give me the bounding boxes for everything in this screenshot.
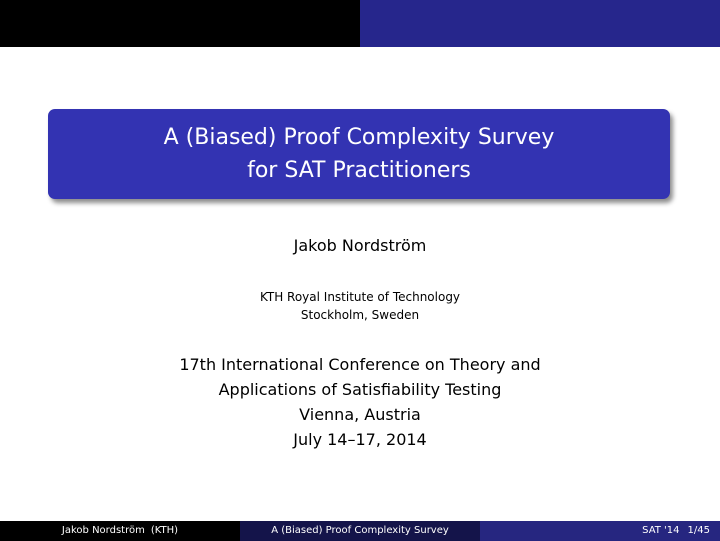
author-name: Jakob Nordström [293,236,427,255]
institute-block [0,288,720,324]
footer-author: Jakob Nordström [61,525,145,536]
top-bar-right-segment [360,0,720,47]
footer-title-segment [240,521,480,541]
conference-line-3: Vienna, Austria [299,405,421,424]
conference-line-1: 17th International Conference on Theory and [179,355,541,374]
conference-line-2: Applications of Satisfiability Testing [218,380,502,399]
footer-affiliation: (KTH) [150,525,179,536]
footer-venue-segment [480,521,720,541]
institute-line-1: KTH Royal Institute of Technology [259,290,461,304]
title-block [48,109,670,199]
footer-bar [0,521,720,541]
footer-venue: SAT '14 [642,525,680,536]
institute-line-2: Stockholm, Sweden [300,308,420,322]
conference-block [0,352,720,452]
footer-page-number: 1/45 [687,525,710,536]
footer-author-segment [0,521,240,541]
title-line-1: A (Biased) Proof Complexity Survey [163,125,555,150]
footer-short-title: A (Biased) Proof Complexity Survey [271,525,449,536]
conference-line-4: July 14–17, 2014 [293,430,427,449]
top-navigation-bar [0,0,720,47]
top-bar-left-segment [0,0,360,47]
title-line-2: for SAT Practitioners [247,158,471,183]
